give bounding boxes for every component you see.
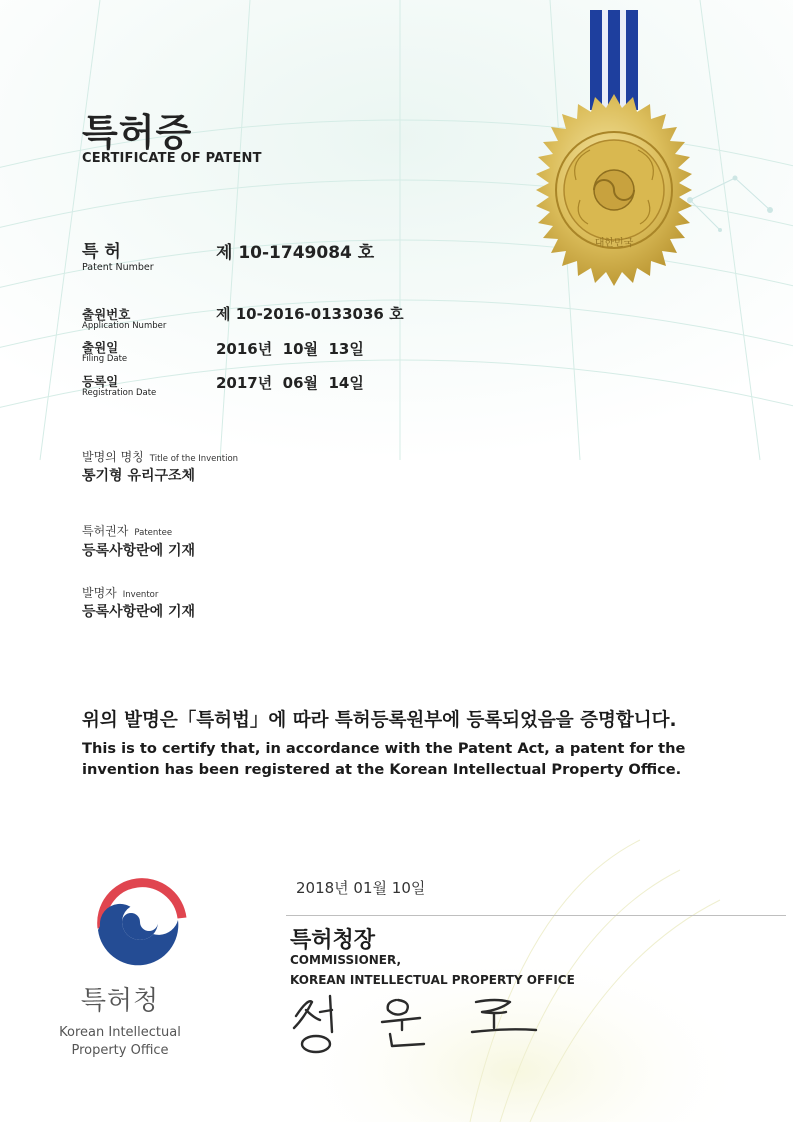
- patentee-value: 등록사항란에 기재: [82, 543, 196, 559]
- patent-number-label-en: Patent Number: [82, 262, 154, 273]
- filing-date-label: 출원일: [82, 340, 119, 355]
- certification-statement-en: This is to certify that, in accordance with the Patent Act, a patent for the invention has been registered at the Korean Intellectual Property Office.: [82, 740, 686, 778]
- inventor-value: 등록사항란에 기재: [82, 604, 196, 620]
- invention-title-heading: [82, 446, 238, 465]
- commissioner-title-ko: 특허청장: [290, 928, 376, 953]
- certification-statement-ko: 위의 발명은「특허법」에 따라 특허등록원부에 등록되었음을 증명합니다.: [82, 710, 677, 731]
- certificate-title: 특허증: [82, 111, 193, 154]
- registration-date-value: 2017년 06월 14일: [216, 374, 364, 392]
- certificate-subtitle: CERTIFICATE OF PATENT: [82, 151, 262, 166]
- patentee-label-en: Patentee: [134, 528, 173, 538]
- application-number-label: 출원번호: [82, 307, 131, 322]
- inventor-label: 발명자: [82, 586, 117, 600]
- patentee-heading: [82, 520, 172, 539]
- commissioner-title-en-line1: COMMISSIONER,: [290, 953, 402, 967]
- handwritten-signature: [286, 988, 546, 1058]
- kipo-name-en: [0, 1024, 240, 1060]
- divider-line: [286, 915, 786, 916]
- issue-date: 2018년 01월 10일: [296, 879, 426, 897]
- filing-date-label-en: Filing Date: [82, 354, 128, 364]
- commissioner-title-en: [290, 950, 630, 990]
- filing-date-value: 2016년 10월 13일: [216, 340, 364, 358]
- invention-title-value: 통기형 유리구조체: [82, 468, 196, 484]
- kipo-name-en-line2: Property Office: [71, 1043, 169, 1058]
- invention-title-label-en: Title of the Invention: [149, 454, 239, 464]
- patentee-label: 특허권자: [82, 524, 129, 538]
- inventor-heading: [82, 582, 158, 601]
- inventor-label-en: Inventor: [122, 590, 159, 600]
- commissioner-title-en-line2: KOREAN INTELLECTUAL PROPERTY OFFICE: [290, 973, 575, 987]
- kipo-name-en-line1: Korean Intellectual: [59, 1025, 181, 1040]
- seal-inscription: 대한민국: [594, 238, 634, 249]
- registration-date-label: 등록일: [82, 374, 119, 389]
- invention-title-label: 발명의 명칭: [82, 450, 144, 464]
- registration-date-label-en: Registration Date: [82, 388, 157, 398]
- kipo-name-ko: 특허청: [80, 986, 160, 1016]
- application-number-value: 제 10-2016-0133036 호: [216, 305, 404, 323]
- gold-seal-medal: [510, 0, 710, 300]
- patent-number-value: 제 10-1749084 호: [216, 243, 375, 263]
- application-number-label-en: Application Number: [82, 321, 167, 331]
- patent-number-label: 특 허: [82, 242, 121, 262]
- kipo-logo-icon: [92, 878, 188, 970]
